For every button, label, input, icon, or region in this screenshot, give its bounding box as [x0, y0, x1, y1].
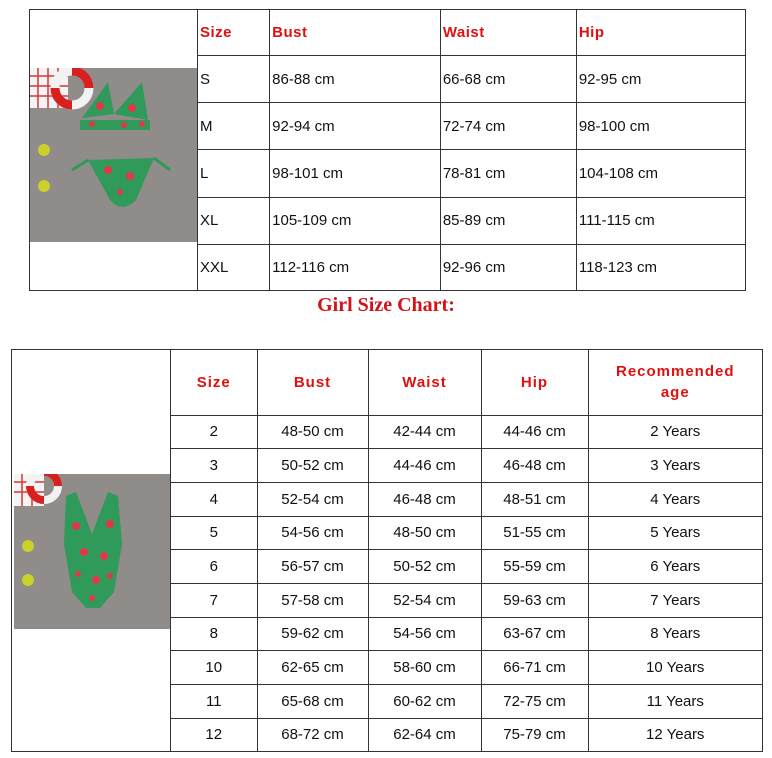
- bust-cell: 62-65 cm: [257, 651, 368, 685]
- table-row: [198, 244, 746, 290]
- adult-size-chart: [29, 9, 746, 291]
- adult-size-table: [198, 10, 746, 290]
- hip-cell: 46-48 cm: [481, 449, 588, 483]
- bust-cell: 105-109 cm: [270, 197, 441, 244]
- header-hip: Hip: [576, 10, 746, 56]
- waist-cell: 44-46 cm: [368, 449, 481, 483]
- bust-cell: 57-58 cm: [257, 583, 368, 617]
- age-cell: 8 Years: [588, 617, 762, 651]
- bikini-photo-cell: [30, 10, 198, 290]
- hip-cell: 92-95 cm: [576, 56, 746, 103]
- table-header-row: [171, 350, 762, 415]
- girl-size-table: [171, 350, 762, 751]
- hip-cell: 75-79 cm: [481, 718, 588, 751]
- table-row: [171, 482, 762, 516]
- table-row: [171, 651, 762, 685]
- waist-cell: 42-44 cm: [368, 415, 481, 449]
- table-row: [198, 56, 746, 103]
- table-row: [171, 415, 762, 449]
- waist-cell: 85-89 cm: [440, 197, 576, 244]
- age-cell: 5 Years: [588, 516, 762, 550]
- waist-cell: 46-48 cm: [368, 482, 481, 516]
- waist-cell: 92-96 cm: [440, 244, 576, 290]
- age-cell: 3 Years: [588, 449, 762, 483]
- age-cell: 4 Years: [588, 482, 762, 516]
- bust-cell: 52-54 cm: [257, 482, 368, 516]
- waist-cell: 72-74 cm: [440, 103, 576, 150]
- size-cell: 12: [171, 718, 257, 751]
- table-row: [171, 516, 762, 550]
- header-bust: Bust: [270, 10, 441, 56]
- waist-cell: 62-64 cm: [368, 718, 481, 751]
- header-size: Size: [171, 350, 257, 415]
- bust-cell: 98-101 cm: [270, 150, 441, 197]
- bikini-photo: [30, 68, 197, 242]
- waist-cell: 60-62 cm: [368, 685, 481, 719]
- size-cell: 2: [171, 415, 257, 449]
- hip-cell: 66-71 cm: [481, 651, 588, 685]
- hip-cell: 111-115 cm: [576, 197, 746, 244]
- bust-cell: 56-57 cm: [257, 550, 368, 584]
- size-cell: S: [198, 56, 270, 103]
- waist-cell: 50-52 cm: [368, 550, 481, 584]
- table-row: [198, 150, 746, 197]
- age-cell: 10 Years: [588, 651, 762, 685]
- size-cell: 7: [171, 583, 257, 617]
- size-cell: L: [198, 150, 270, 197]
- header-waist: Waist: [440, 10, 576, 56]
- size-cell: 10: [171, 651, 257, 685]
- table-row: [171, 449, 762, 483]
- table-row: [198, 103, 746, 150]
- header-size: Size: [198, 10, 270, 56]
- bust-cell: 59-62 cm: [257, 617, 368, 651]
- hip-cell: 118-123 cm: [576, 244, 746, 290]
- table-row: [171, 583, 762, 617]
- size-cell: XL: [198, 197, 270, 244]
- hip-cell: 44-46 cm: [481, 415, 588, 449]
- size-cell: 4: [171, 482, 257, 516]
- bust-cell: 86-88 cm: [270, 56, 441, 103]
- bust-cell: 92-94 cm: [270, 103, 441, 150]
- header-waist: Waist: [368, 350, 481, 415]
- waist-cell: 66-68 cm: [440, 56, 576, 103]
- waist-cell: 54-56 cm: [368, 617, 481, 651]
- size-cell: 8: [171, 617, 257, 651]
- waist-cell: 52-54 cm: [368, 583, 481, 617]
- girl-size-chart-title: Girl Size Chart:: [317, 294, 455, 316]
- size-cell: M: [198, 103, 270, 150]
- age-cell: 12 Years: [588, 718, 762, 751]
- hip-cell: 51-55 cm: [481, 516, 588, 550]
- age-cell: 11 Years: [588, 685, 762, 719]
- hip-cell: 63-67 cm: [481, 617, 588, 651]
- header-hip: Hip: [481, 350, 588, 415]
- waist-cell: 78-81 cm: [440, 150, 576, 197]
- table-row: [171, 550, 762, 584]
- age-cell: 7 Years: [588, 583, 762, 617]
- swimsuit-photo-cell: [12, 350, 171, 751]
- table-row: [171, 685, 762, 719]
- hip-cell: 72-75 cm: [481, 685, 588, 719]
- swimsuit-photo: [14, 474, 170, 629]
- table-row: [198, 197, 746, 244]
- hip-cell: 98-100 cm: [576, 103, 746, 150]
- hip-cell: 55-59 cm: [481, 550, 588, 584]
- size-cell: 3: [171, 449, 257, 483]
- girl-size-chart: [11, 349, 763, 752]
- waist-cell: 58-60 cm: [368, 651, 481, 685]
- bust-cell: 112-116 cm: [270, 244, 441, 290]
- header-recommended-age: Recommended age: [588, 350, 762, 415]
- header-bust: Bust: [257, 350, 368, 415]
- hip-cell: 59-63 cm: [481, 583, 588, 617]
- size-cell: 11: [171, 685, 257, 719]
- age-cell: 6 Years: [588, 550, 762, 584]
- age-cell: 2 Years: [588, 415, 762, 449]
- table-header-row: [198, 10, 746, 56]
- hip-cell: 104-108 cm: [576, 150, 746, 197]
- waist-cell: 48-50 cm: [368, 516, 481, 550]
- bust-cell: 54-56 cm: [257, 516, 368, 550]
- hip-cell: 48-51 cm: [481, 482, 588, 516]
- bust-cell: 48-50 cm: [257, 415, 368, 449]
- bust-cell: 50-52 cm: [257, 449, 368, 483]
- size-cell: 6: [171, 550, 257, 584]
- size-cell: XXL: [198, 244, 270, 290]
- size-cell: 5: [171, 516, 257, 550]
- bust-cell: 65-68 cm: [257, 685, 368, 719]
- bust-cell: 68-72 cm: [257, 718, 368, 751]
- table-row: [171, 617, 762, 651]
- table-row: [171, 718, 762, 751]
